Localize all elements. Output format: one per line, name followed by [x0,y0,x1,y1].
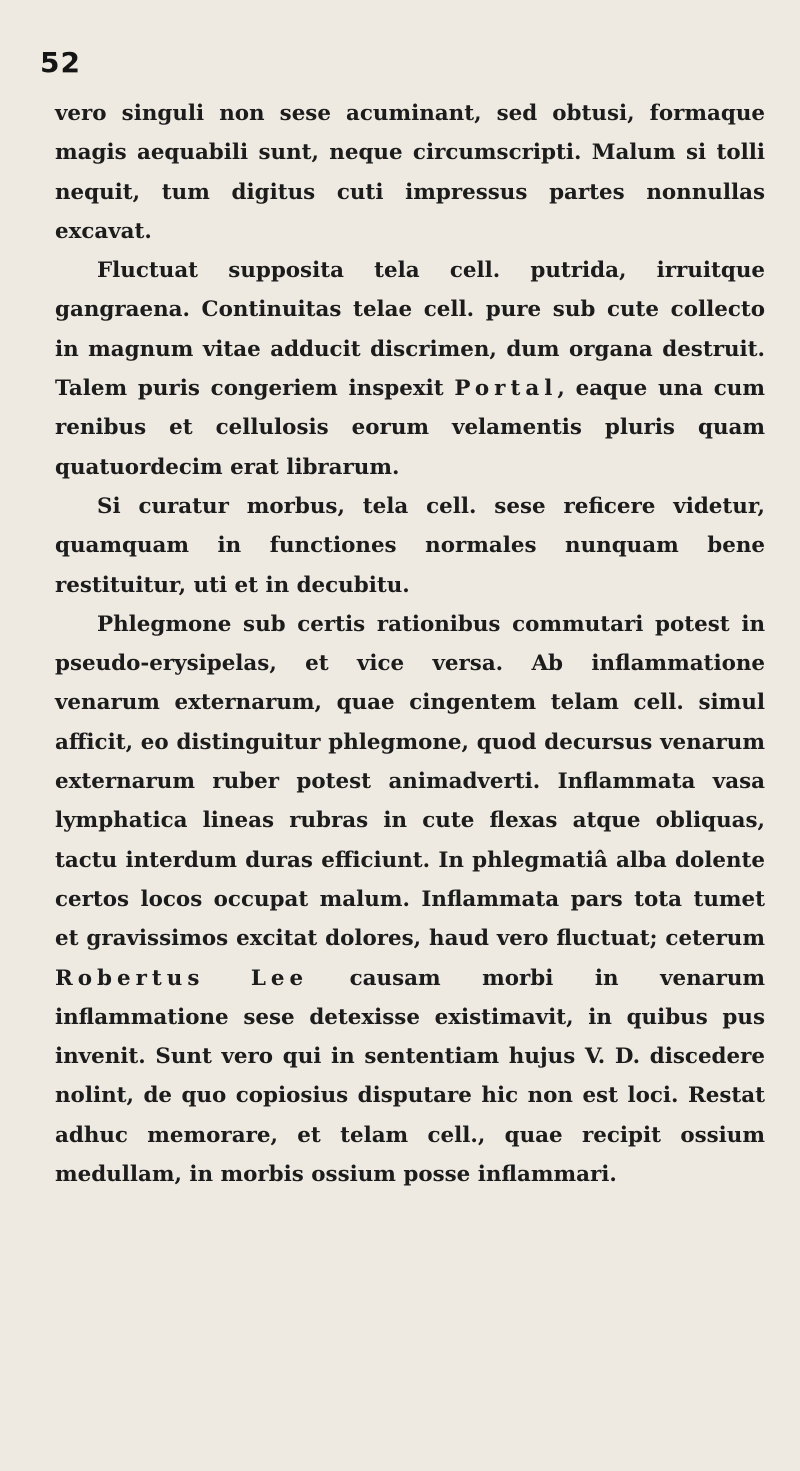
paragraph-4-text-a: Phlegmone sub certis rationibus commutari potest in pseudo-erysipelas, et vice versa. Ab inflammatione venarum externarum, quae cingentem telam cell. simul afficit, eo distinguitur phlegmone, quod decursus venarum externarum ruber potest animadverti. Inflammata vasa lymphatica lineas rubras in cute flexas atque obliquas, tactu interdum duras efficiunt. In phlegmatiâ alba dolente certos locos occupat malum. Inflammata pars tota tumet et gravissimos excitat dolores, haud vero fluctuat; ceterum [55,611,765,952]
paragraph-4-text-b: causam morbi in venarum inflammatione sese detexisse existimavit, in quibus pus invenit. Sunt vero qui in sententiam hujus V. D. discedere nolint, de quo copiosius disputare hic non est loci. Restat adhuc memorare, et telam cell., quae recipit ossium medullam, in morbis ossium posse inflammari. [55,965,766,1188]
paragraph-4 [55,605,765,1194]
paragraph-2-text-b: , eaque una cum renibus et cellulosis eorum velamentis pluris quam quatuordecim erat librarum. [55,376,765,480]
paragraph-1-text: vero singuli non sese acuminant, sed obtusi, formaque magis aequabili sunt, neque circumscripti. Malum si tolli nequit, tum digitus cuti impressus partes nonnullas excavat. [55,101,765,244]
body-text [55,94,765,1194]
paragraph-3 [55,487,765,605]
author-name-portal: Portal [454,376,558,402]
paragraph-2 [55,251,765,487]
author-name-robertus-lee: Robertus Lee [55,965,309,991]
paragraph-2-text-a: Fluctuat supposita tela cell. putrida, irruitque gangraena. Continuitas telae cell. pure sub cute collecto in magnum vitae adducit discrimen, dum organa destruit. Talem puris congeriem inspexit [55,258,765,402]
paragraph-1 [55,94,765,251]
page-number: 52 [40,46,81,79]
paragraph-3-text: Si curatur morbus, tela cell. sese reficere videtur, quamquam in functiones normales nunquam bene restituitur, uti et in decubitu. [55,493,765,598]
